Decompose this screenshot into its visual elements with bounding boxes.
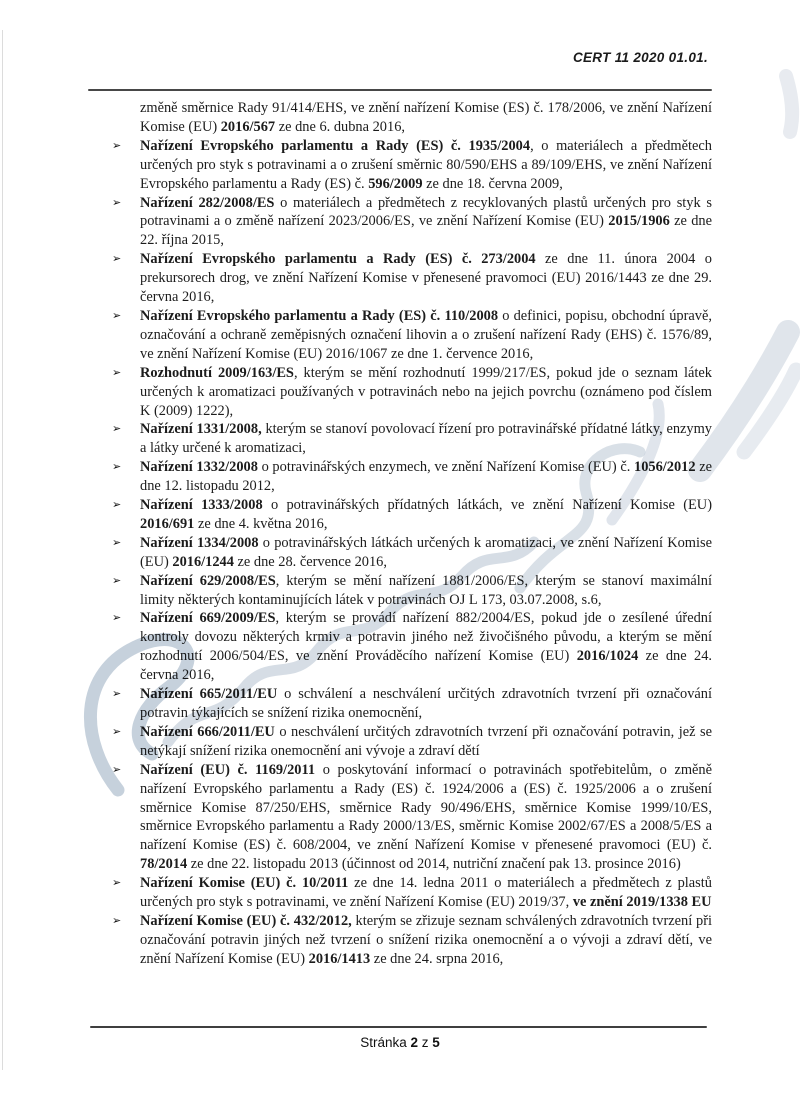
list-item	[112, 723, 712, 761]
list-item	[112, 761, 712, 874]
arrow-bullet-icon: ➢	[112, 687, 122, 701]
item-text: Nařízení 669/2009/ES, kterým se provádí nařízení 882/2004/ES, pokud jde o zesílené úřední kontroly dovozu některých krmiv a potravin jiného než živočišného původu, a kterým se mění rozhodnutí 2006/504/ES, ve znění Prováděcího nařízení Komise (EU) 2016/1024 ze dne 24. června 2016,	[140, 610, 712, 684]
item-text: Nařízení 1332/2008 o potravinářských enzymech, ve znění Nařízení Komise (EU) č. 1056/2012 ze dne 12. listopadu 2012,	[140, 459, 712, 495]
arrow-bullet-icon: ➢	[112, 460, 122, 474]
document-code: CERT 11 2020 01.01.	[572, 50, 708, 65]
list-item	[112, 307, 712, 364]
list-item	[112, 534, 712, 572]
item-text: Nařízení 629/2008/ES, kterým se mění nařízení 1881/2006/ES, kterým se stanoví maximální limity některých kontaminujících látek v potravinách OJ L 173, 03.07.2008, s.6,	[140, 572, 712, 608]
arrow-bullet-icon: ➢	[112, 611, 122, 625]
regulation-list	[112, 99, 712, 969]
list-item	[112, 458, 712, 496]
item-text: Nařízení Evropského parlamentu a Rady (ES) č. 1935/2004, o materiálech a předmětech určených pro styk s potravinami a o zrušení směrnic 80/590/EHS a 89/109/EHS, ve znění Nařízení Evropského parlamentu a Rady (ES) č. 596/2009 ze dne 18. června 2009,	[140, 137, 712, 192]
item-text: Nařízení Komise (EU) č. 432/2012, kterým se zřizuje seznam schválených zdravotních tvrzení při označování potravin jiných než tvrzení o snížení rizika onemocnění a o vývoji a zdraví dětí, ve znění Nařízení Komise (EU) 2016/1413 ze dne 24. srpna 2016,	[140, 912, 712, 967]
arrow-bullet-icon: ➢	[112, 308, 122, 322]
item-text: Nařízení 666/2011/EU o neschválení určitých zdravotních tvrzení při označování potravin, jež se netýkají snížení rizika onemocnění ani vývoje a zdraví dětí	[140, 723, 712, 759]
list-item	[112, 420, 712, 458]
item-text: Nařízení 1334/2008 o potravinářských látkách určených k aromatizaci, ve znění Nařízení Komise (EU) 2016/1244 ze dne 28. července 2016,	[140, 534, 712, 570]
item-text: Nařízení 1333/2008 o potravinářských přídatných látkách, ve znění Nařízení Komise (EU) 2016/691 ze dne 4. května 2016,	[140, 497, 712, 532]
arrow-bullet-icon: ➢	[112, 876, 122, 890]
list-item	[112, 364, 712, 421]
list-item	[112, 99, 712, 137]
arrow-bullet-icon: ➢	[112, 573, 122, 587]
header-divider	[88, 89, 712, 91]
list-item	[112, 685, 712, 723]
list-item	[112, 912, 712, 969]
arrow-bullet-icon: ➢	[112, 762, 122, 776]
item-text: Nařízení Evropského parlamentu a Rady (ES) č. 273/2004 ze dne 11. února 2004 o prekursorech drog, ve znění Nařízení Komise v přenesené pravomoci (EU) 2016/1443 ze dne 29. června 2016,	[140, 251, 712, 306]
scan-page-edge	[2, 30, 3, 1070]
item-text: Nařízení 282/2008/ES o materiálech a předmětech z recyklovaných plastů určených pro styk s potravinami a o změně nařízení 2023/2006/ES, ve znění Nařízení Komise (EU) 2015/1906 ze dne 22. října 2015,	[140, 194, 712, 249]
item-text: Nařízení Evropského parlamentu a Rady (ES) č. 110/2008 o definici, popisu, obchodní úpravě, označování a ochraně zeměpisných označení lihovin a o zrušení nařízení Rady (EHS) č. 1576/89, ve znění Nařízení Komise (EU) 2016/1067 ze dne 1. července 2016,	[140, 307, 712, 362]
list-item	[112, 137, 712, 194]
list-item	[112, 572, 712, 610]
list-item	[112, 496, 712, 534]
list-item	[112, 609, 712, 685]
arrow-bullet-icon: ➢	[112, 138, 122, 152]
list-item	[112, 250, 712, 307]
arrow-bullet-icon: ➢	[112, 365, 122, 379]
arrow-bullet-icon: ➢	[112, 195, 122, 209]
arrow-bullet-icon: ➢	[112, 498, 122, 512]
arrow-bullet-icon: ➢	[112, 422, 122, 436]
list-item	[112, 194, 712, 251]
item-text: změně směrnice Rady 91/414/EHS, ve znění nařízení Komise (ES) č. 178/2006, ve znění Nařízení Komise (EU) 2016/567 ze dne 6. dubna 2016,	[140, 100, 712, 135]
item-text: Nařízení (EU) č. 1169/2011 o poskytování informací o potravinách spotřebitelům, o změně nařízení Evropského parlamentu a Rady (ES) č. 1924/2006 a (ES) č. 1925/2006 a o zrušení směrnice Komise 87/250/EHS, směrnice Rady 90/496/EHS, směrnice Komise 1999/10/ES, směrnice Evropského parlamentu a Rady 2000/13/ES, směrnic Komise 2002/67/ES a 2008/5/ES a nařízení Komise (ES) č. 608/2004, ve znění Nařízení Komise v přenesené pravomoci (EU) č. 78/2014 ze dne 22. listopadu 2013 (účinnost od 2014, nutriční značení pak 13. prosince 2016)	[140, 761, 712, 873]
arrow-bullet-icon: ➢	[112, 724, 122, 738]
item-text: Nařízení 1331/2008, kterým se stanoví povolovací řízení pro potravinářské přídatné látky, enzymy a látky určené k aromatizaci,	[140, 421, 713, 457]
item-text: Nařízení Komise (EU) č. 10/2011 ze dne 14. ledna 2011 o materiálech a předmětech z plastů určených pro styk s potravinami, ve znění Nařízení Komise (EU) 2019/37, ve znění 2019/1338 EU	[140, 875, 712, 911]
item-text: Rozhodnutí 2009/163/ES, kterým se mění rozhodnutí 1999/217/ES, pokud jde o seznam látek určených k aromatizaci používaných v potravinách nebo na jejich povrchu (oznámeno pod číslem K (2009) 1222),	[140, 364, 712, 419]
arrow-bullet-icon: ➢	[112, 913, 122, 927]
arrow-bullet-icon: ➢	[112, 535, 122, 549]
footer-divider	[90, 1026, 707, 1028]
arrow-bullet-icon: ➢	[112, 252, 122, 266]
list-item	[112, 874, 712, 912]
item-text: Nařízení 665/2011/EU o schválení a neschválení určitých zdravotních tvrzení při označování potravin týkajících se snížení rizika onemocnění,	[140, 686, 712, 721]
page-number: Stránka 2 z 5	[360, 1035, 440, 1050]
